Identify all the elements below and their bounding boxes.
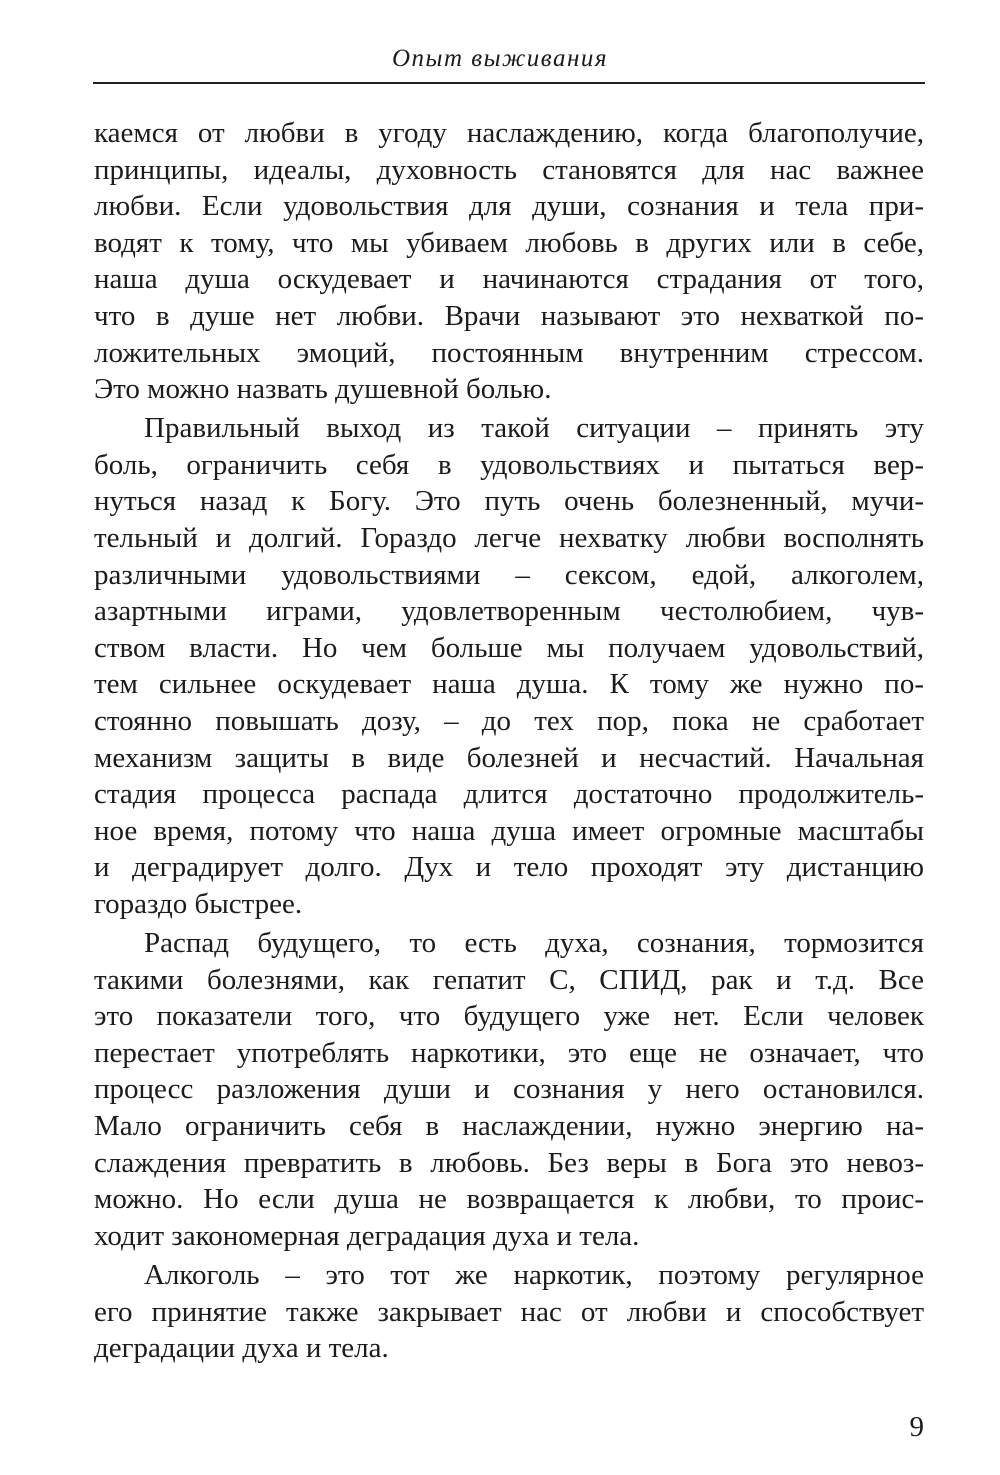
- paragraph-1: [94, 115, 924, 408]
- running-head-title: Опыт выживания: [391, 45, 609, 72]
- text-line: гораздо быстрее.: [94, 887, 303, 920]
- text-line: ходит закономерная деградация духа и тела.: [94, 1219, 640, 1252]
- text-line: ложительных эмоций, постоянным внутренним стрессом.: [94, 336, 924, 369]
- text-line: его принятие также закрывает нас от любви и способствует: [94, 1295, 924, 1328]
- text-line: наша душа оскудевает и начинаются страдания от того,: [94, 263, 924, 296]
- text-line: Распад будущего, то есть духа, сознания, тормозится: [144, 927, 924, 960]
- text-line: процесс разложения души и сознания у него остановился.: [94, 1073, 924, 1106]
- text-line: перестает употреблять наркотики, это еще не означает, что: [94, 1036, 924, 1069]
- text-line: ством власти. Но чем больше мы получаем удовольствий,: [94, 631, 924, 664]
- text-line: каемся от любви в угоду наслаждению, когда благополучие,: [94, 117, 924, 149]
- text-line: стадия процесса распада длится достаточно продолжитель-: [94, 778, 924, 811]
- text-line: принципы, идеалы, духовность становятся для нас важнее: [94, 153, 924, 186]
- text-line: нуться назад к Богу. Это путь очень болезненный, мучи-: [94, 485, 924, 518]
- text-line: это показатели того, что будущего уже нет. Если человек: [94, 1000, 924, 1033]
- text-line: Правильный выход из такой ситуации – принять эту: [144, 412, 924, 445]
- paragraph-3: [94, 925, 924, 1254]
- text-line: различными удовольствиями – сексом, едой, алкоголем,: [94, 558, 924, 591]
- text-line: механизм защиты в виде болезней и несчастий. Начальная: [94, 741, 924, 774]
- text-line: Мало ограничить себя в наслаждении, нужно энергию на-: [94, 1110, 924, 1143]
- text-line: ное время, потому что наша душа имеет огромные масштабы: [94, 814, 924, 847]
- text-line: тем сильнее оскудевает наша душа. К тому же нужно по-: [94, 668, 924, 701]
- text-line: и деградирует долго. Дух и тело проходят эту дистанцию: [94, 851, 924, 884]
- text-line: слаждения превратить в любовь. Без веры в Бога это невоз-: [94, 1146, 924, 1179]
- text-line: водят к тому, что мы убиваем любовь в других или в себе,: [94, 226, 924, 259]
- text-line: боль, ограничить себя в удовольствиях и пытаться вер-: [94, 448, 924, 481]
- page-number: 9: [909, 1411, 924, 1443]
- body-text: [94, 115, 924, 1367]
- text-line: такими болезнями, как гепатит С, СПИД, рак и т.д. Все: [94, 963, 924, 996]
- text-line: можно. Но если душа не возвращается к любви, то проис-: [94, 1183, 924, 1216]
- paragraph-4: [94, 1257, 924, 1367]
- text-line: стоянно повышать дозу, – до тех пор, пока не сработает: [94, 705, 924, 737]
- text-line: деградации духа и тела.: [94, 1332, 389, 1365]
- text-line: что в душе нет любви. Врачи называют это нехваткой по-: [94, 299, 924, 332]
- text-line: Это можно назвать душевной болью.: [94, 373, 552, 406]
- text-line: азартными играми, удовлетворенным честолюбием, чув-: [94, 595, 924, 628]
- text-line: тельный и долгий. Гораздо легче нехватку любви восполнять: [94, 522, 924, 555]
- text-line: любви. Если удовольствия для души, сознания и тела при-: [94, 190, 924, 223]
- header-rule: [93, 82, 925, 84]
- text-line: Алкоголь – это тот же наркотик, поэтому регулярное: [144, 1258, 924, 1291]
- paragraph-2: [94, 410, 924, 922]
